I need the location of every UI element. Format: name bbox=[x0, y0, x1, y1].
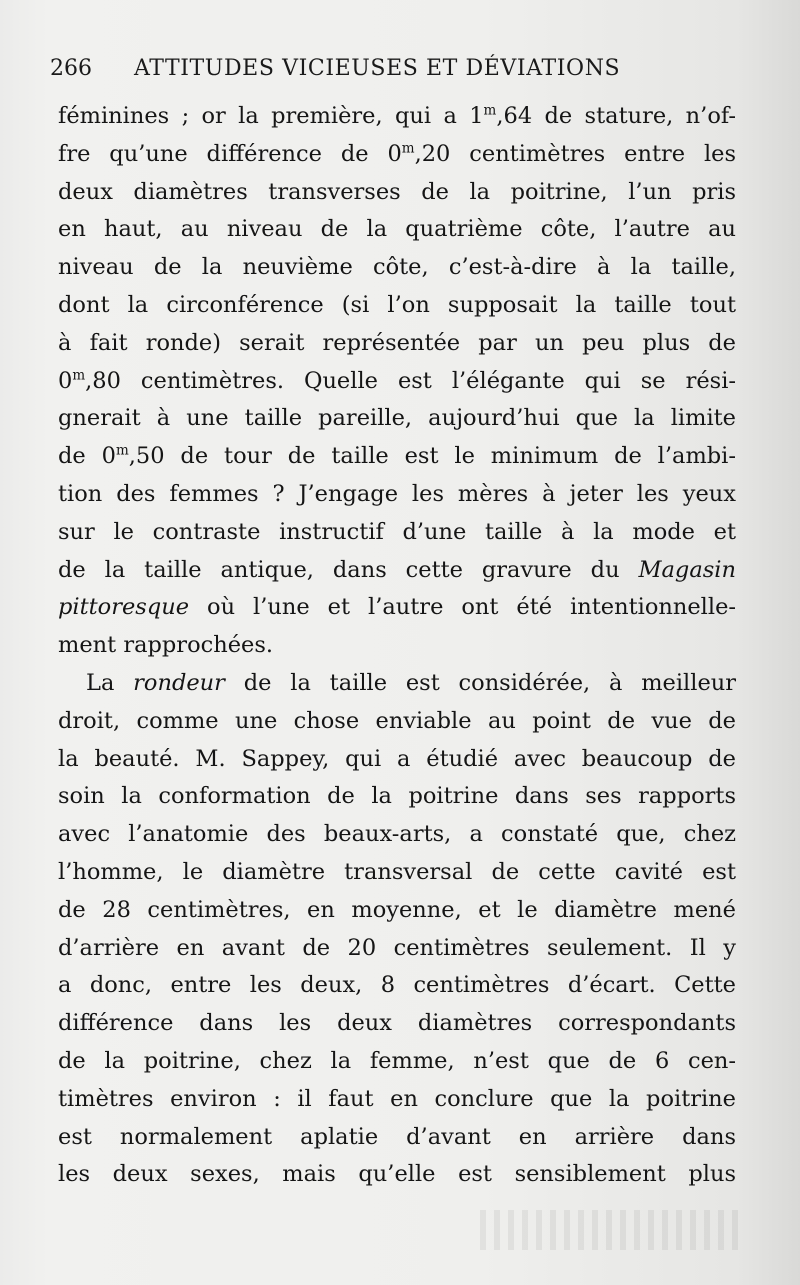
text-line: timètres environ : il faut en conclure que la poitrine bbox=[58, 1085, 736, 1112]
text-line: fre qu’une différence de 0$^m$,20 centimètres entre les bbox=[58, 140, 736, 167]
text-line bbox=[58, 552, 736, 590]
italic-title: Magasin bbox=[638, 556, 736, 583]
page-header bbox=[50, 56, 750, 90]
text-line: à fait ronde) serait représentée par un peu plus de bbox=[58, 329, 736, 356]
metre-superscript: m bbox=[483, 102, 497, 119]
text-line: féminines ; or la première, qui a 1$^m$,64 de stature, n’of- bbox=[58, 102, 736, 129]
text-line: niveau de la neuvième côte, c’est-à-dire à la taille, bbox=[58, 254, 736, 281]
text-line: de 28 centimètres, en moyenne, et le diamètre mené bbox=[58, 896, 736, 923]
text-line: tion des femmes ? J’engage les mères à jeter les yeux bbox=[58, 480, 736, 507]
page-number: 266 bbox=[50, 56, 92, 81]
text-line: d’arrière en avant de 20 centimètres seulement. Il y bbox=[58, 934, 736, 961]
text-line: de 0$^m$,50 de tour de taille est le minimum de l’ambi- bbox=[58, 442, 736, 470]
text-line: en haut, au niveau de la quatrième côte, l’autre au bbox=[58, 216, 736, 243]
text-run: de la taille antique, dans cette gravure du bbox=[58, 556, 639, 583]
text-line bbox=[58, 665, 736, 703]
text-line: différence dans les deux diamètres correspondants bbox=[58, 1010, 736, 1037]
paragraph-end-line: ment rapprochées. bbox=[58, 632, 274, 659]
text-line: la beauté. M. Sappey, qui a étudié avec beaucoup de bbox=[58, 745, 736, 772]
italic-title: pittoresque bbox=[58, 594, 190, 621]
text-run: de la taille est considérée, à meilleur bbox=[224, 669, 736, 696]
text-line bbox=[58, 589, 736, 627]
text-line: gnerait à une taille pareille, aujourd’hui que la limite bbox=[58, 405, 736, 432]
text-line: sur le contraste instructif d’une taille à la mode et bbox=[58, 518, 736, 545]
text-line: de la poitrine, chez la femme, n’est que de 6 cen- bbox=[58, 1047, 736, 1074]
text-line: droit, comme une chose enviable au point de vue de bbox=[58, 707, 736, 734]
text-run: La bbox=[86, 669, 134, 696]
metre-superscript: m bbox=[401, 140, 415, 157]
text-line: dont la circonférence (si l’on supposait la taille tout bbox=[58, 291, 736, 318]
running-head: ATTITUDES VICIEUSES ET DÉVIATIONS bbox=[134, 56, 621, 81]
italic-term: rondeur bbox=[133, 669, 225, 696]
text-run: où l’une et l’autre ont été intentionnelle- bbox=[189, 594, 736, 621]
show-through-shadow bbox=[480, 1210, 740, 1250]
text-line: deux diamètres transverses de la poitrine, l’un pris bbox=[58, 178, 736, 205]
text-line: soin la conformation de la poitrine dans ses rapports bbox=[58, 783, 736, 810]
text-line: est normalement aplatie d’avant en arrière dans bbox=[58, 1123, 736, 1150]
text-line: a donc, entre les deux, 8 centimètres d’écart. Cette bbox=[58, 972, 736, 999]
text-line: 0$^m$,80 centimètres. Quelle est l’élégante qui se rési- bbox=[58, 367, 736, 394]
text-line: avec l’anatomie des beaux-arts, a constaté que, chez bbox=[58, 821, 736, 848]
metre-superscript: m bbox=[72, 367, 86, 384]
body-text bbox=[58, 98, 736, 1194]
text-line: les deux sexes, mais qu’elle est sensiblement plus bbox=[58, 1161, 736, 1188]
metre-superscript: m bbox=[115, 442, 129, 459]
text-line: l’homme, le diamètre transversal de cette cavité est bbox=[58, 858, 736, 885]
